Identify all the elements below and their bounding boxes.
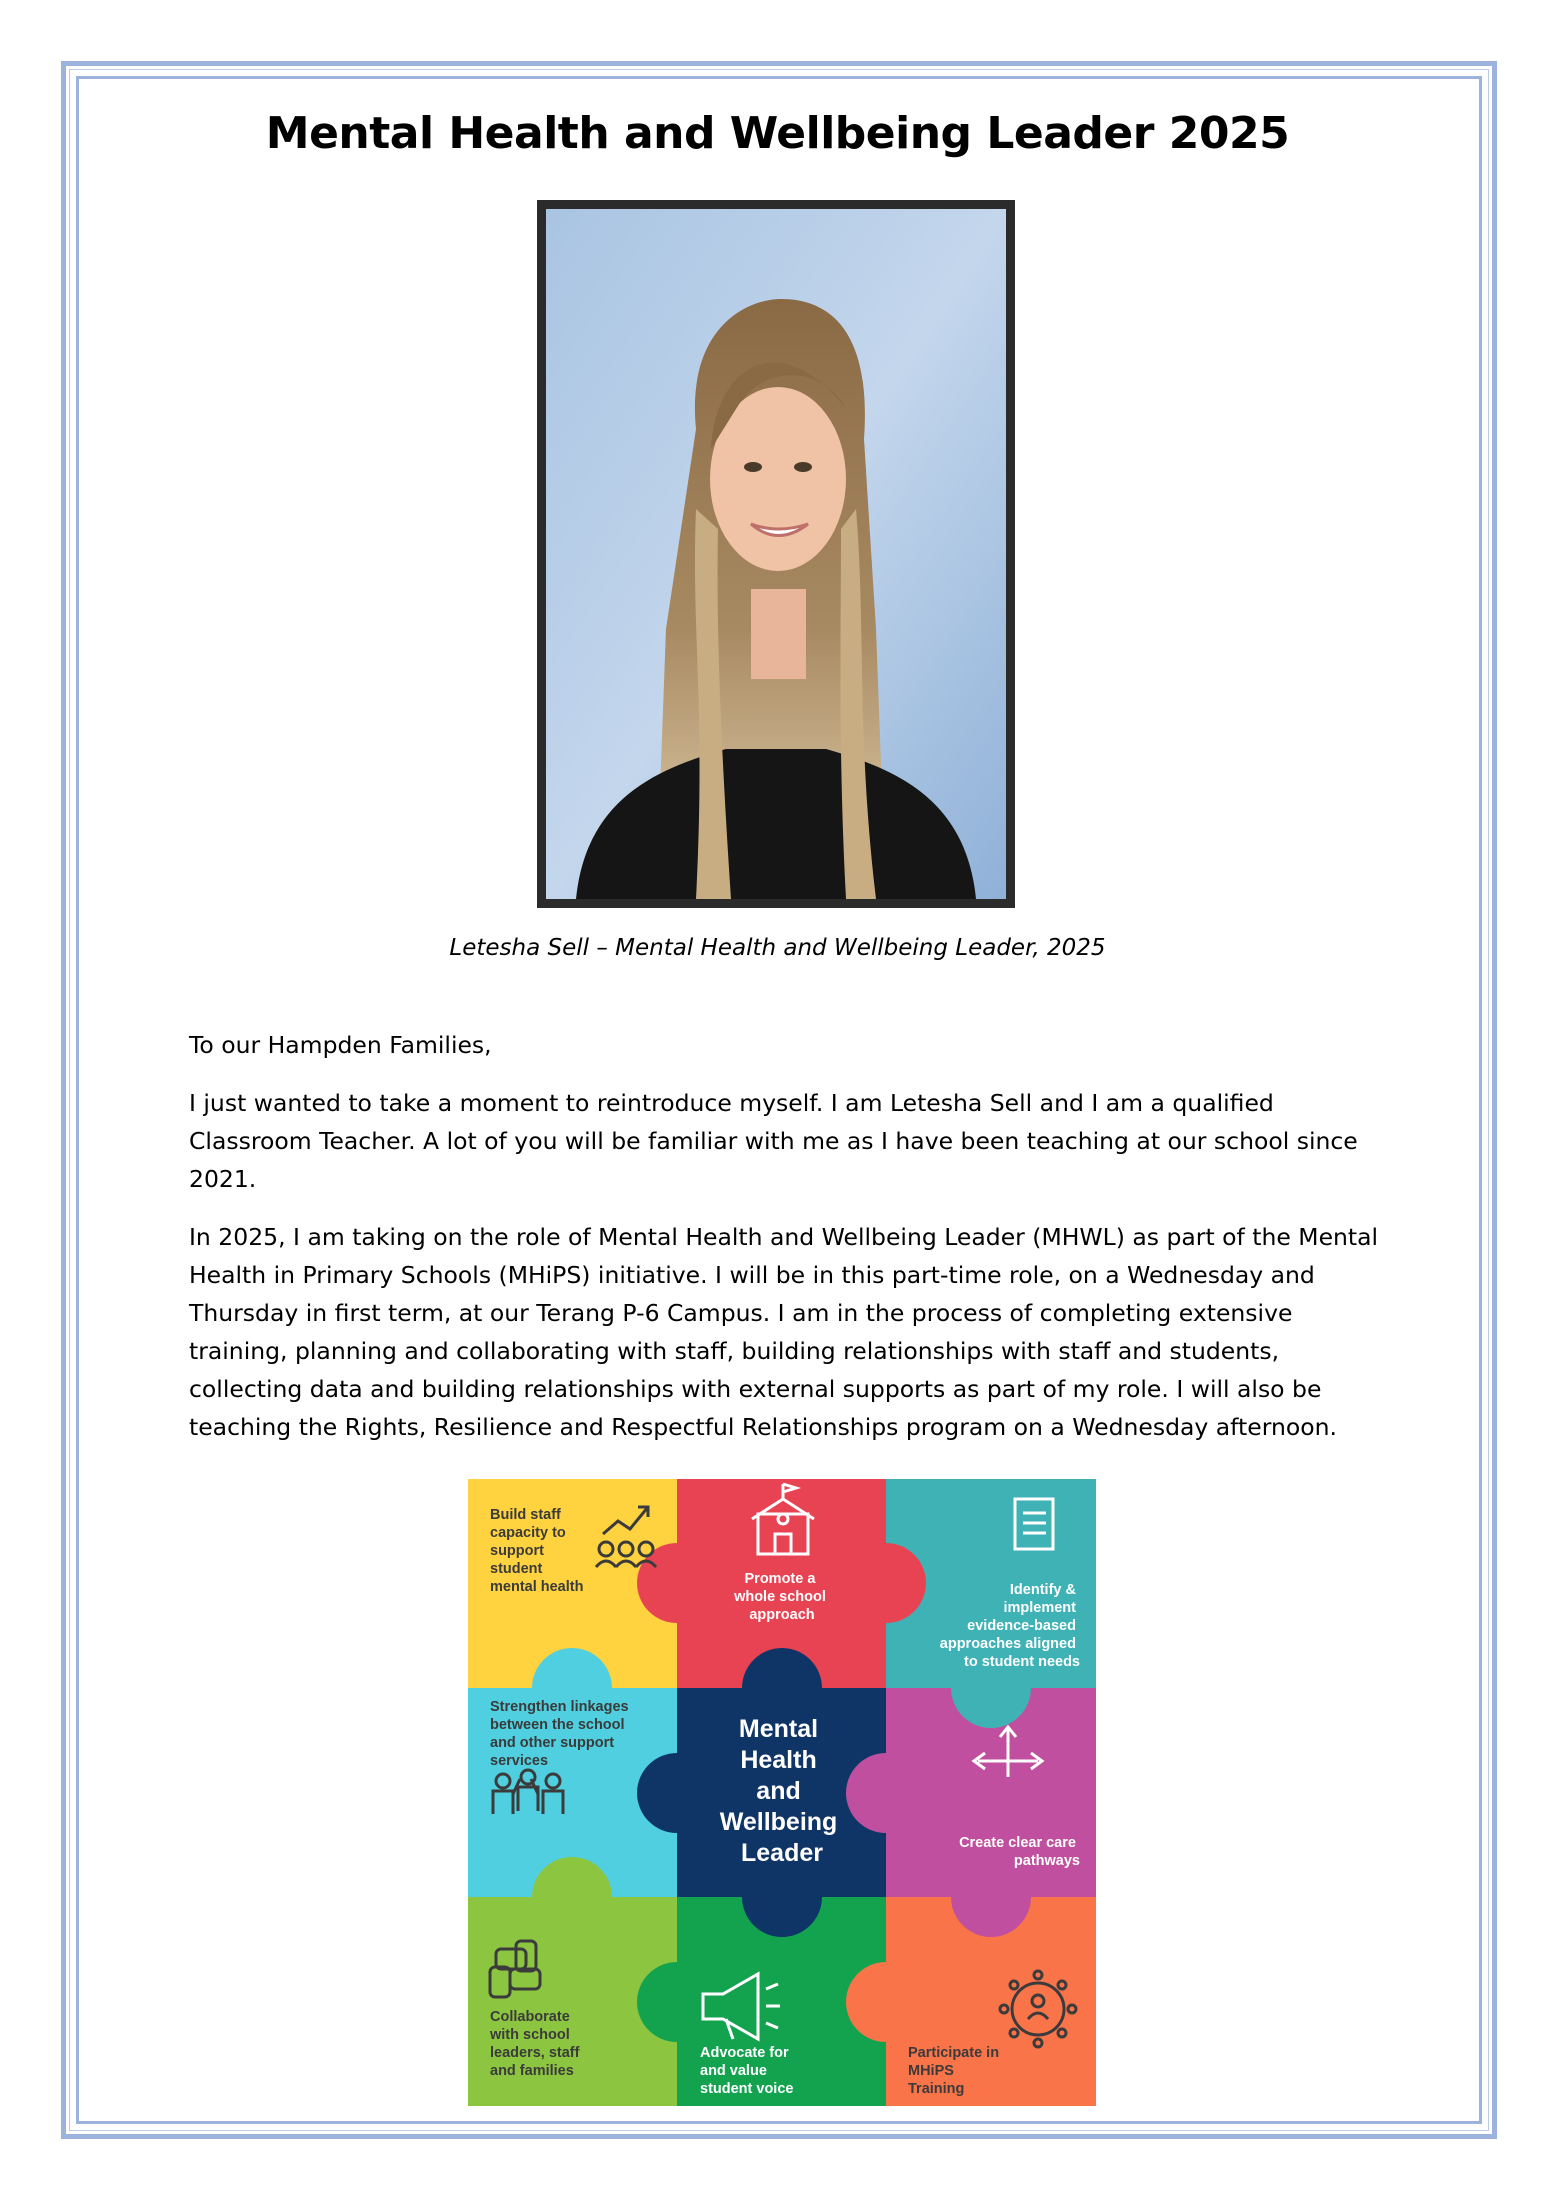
puzzle-center-label: Mental Health and Wellbeing Leader <box>719 1715 838 1867</box>
mhwl-puzzle-graphic <box>468 1479 1096 2106</box>
puzzle-svg <box>468 1479 1096 2106</box>
letter-paragraph-2: In 2025, I am taking on the role of Mental Health and Wellbeing Leader (MHWL) as part of the Mental Health in Primary Schools (MHiPS) initiative. I will be in this part-time role, on a Wednesday and Thursday in first term, at our Terang P-6 Campus. I am in the process of completing extensive training, planning and collaborating with staff, building relationships with staff and students, collecting data and building relationships with external supports as part of my role. I will also be teaching the Rights, Resilience and Respectful Relationships program on a Wednesday afternoon. <box>189 1223 1379 1441</box>
puzzle-label-evidence: Identify & implement evidence-based approaches aligned to student needs <box>939 1582 1080 1670</box>
portrait-image <box>546 209 1006 899</box>
puzzle-label-care-pathways: Create clear care pathways <box>959 1835 1080 1869</box>
letter-greeting: To our Hampden Families, <box>189 1031 492 1059</box>
puzzle-label-build-staff: Build staff capacity to support student mental health <box>490 1507 584 1595</box>
puzzle-label-linkages: Strengthen linkages between the school and other support services <box>490 1699 629 1769</box>
letter-paragraph-1: I just wanted to take a moment to reintroduce myself. I am Letesha Sell and I am a qualified Classroom Teacher. A lot of you will be familiar with me as I have been teaching at our school since 2021. <box>189 1089 1358 1193</box>
page-title: Mental Health and Wellbeing Leader 2025 <box>265 108 1290 159</box>
letter-body <box>189 1026 1379 1466</box>
puzzle-label-whole-school: Promote a whole school approach <box>734 1571 826 1623</box>
photo-caption: Letesha Sell – Mental Health and Wellbeing Leader, 2025 <box>449 935 1106 961</box>
puzzle-label-training: Participate in MHiPS Training <box>908 2045 1000 2097</box>
puzzle-label-collaborate: Collaborate with school leaders, staff and families <box>490 2009 580 2079</box>
portrait-photo <box>537 200 1015 908</box>
puzzle-label-student-voice: Advocate for and value student voice <box>700 2045 794 2097</box>
